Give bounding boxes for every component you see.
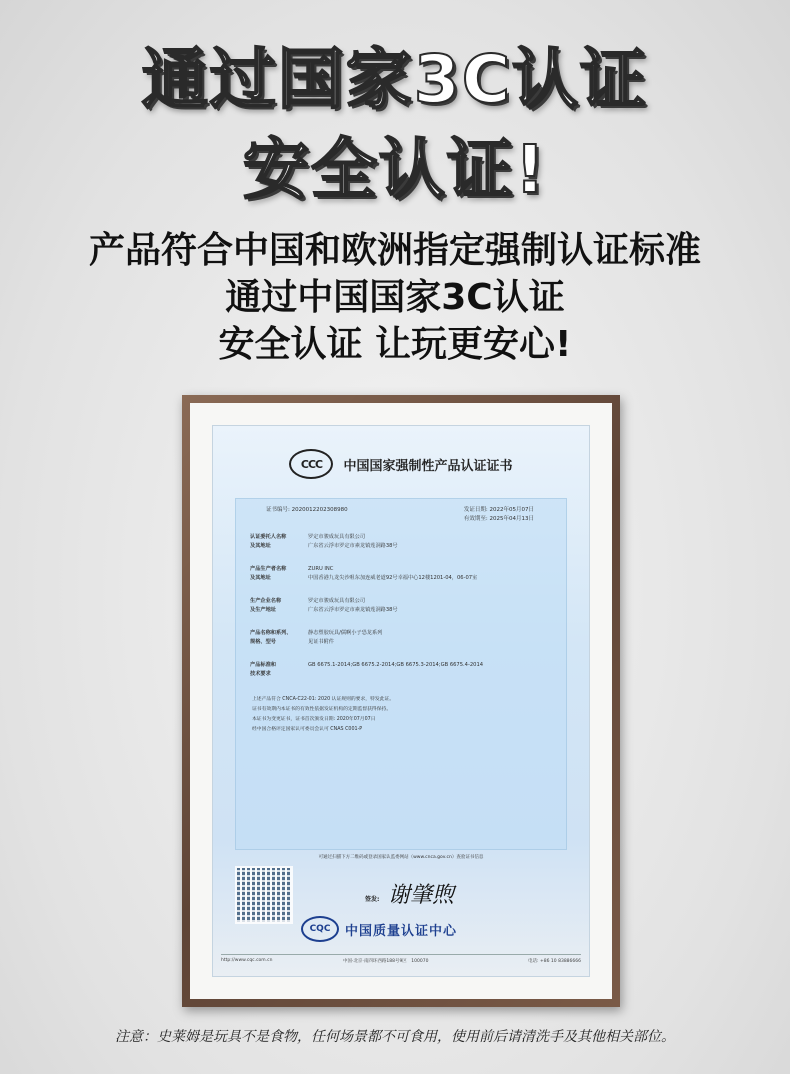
- cert-row: [250, 629, 556, 636]
- cert-row-key: 及生产地址: [250, 607, 276, 613]
- valid-date: [464, 514, 534, 522]
- footer-divider: [221, 954, 581, 955]
- cert-row: [250, 574, 556, 581]
- verify-text: 可通过扫描下方二维码或登录国家认监委网站（www.cnca.gov.cn）查验证书信息: [318, 855, 484, 860]
- footer-phone: 电话: +86 10 83886666: [528, 959, 581, 964]
- cert-row: [250, 606, 556, 613]
- cert-row-value: 广东省云浮市罗定市素龙镇莲洞路38号: [308, 607, 398, 613]
- cqc-org: [301, 916, 457, 942]
- cert-row-key: 产品名称和系列、: [250, 630, 292, 636]
- headline-line-2: 安全认证!: [242, 131, 548, 208]
- certificate: [212, 425, 590, 977]
- certificate-number-label: 证书编号:: [266, 507, 290, 513]
- footer-address: 中国·北京·南四环西路188号9区 100070: [343, 959, 429, 964]
- cert-row: [250, 661, 556, 668]
- certificate-number-value: 2020012202308980: [291, 507, 348, 513]
- cert-row: [250, 597, 556, 604]
- cert-row: [250, 565, 556, 572]
- cert-paragraph: 证书有效期内本证书的有效性依据发证机构的定期监督获得保持。: [252, 707, 392, 712]
- picture-frame: [182, 395, 620, 1007]
- cert-row-key: 及其地址: [250, 575, 271, 581]
- certificate-number: [266, 505, 348, 513]
- cert-row-value: 见证书附件: [308, 639, 334, 645]
- subtitle-line-2: 通过中国国家3C认证: [225, 277, 565, 318]
- cert-row-key: 规格、型号: [250, 639, 276, 645]
- valid-date-label: 有效期至:: [463, 516, 488, 522]
- sign-label: 签发:: [365, 896, 380, 903]
- cert-row: [250, 542, 556, 549]
- cert-row-key: 产品标准和: [250, 662, 276, 668]
- cert-row-key: 技术要求: [250, 671, 271, 677]
- subtitle-line-1: 产品符合中国和欧洲指定强制认证标准: [88, 230, 701, 271]
- qr-code-icon: [235, 866, 293, 924]
- cert-row-key: 认证委托人名称: [250, 534, 287, 540]
- frame-mat: [190, 403, 612, 999]
- cqc-logo-icon: CQC: [301, 916, 339, 942]
- cert-paragraph: 上述产品符合 CNCA-C22-01: 2020 认证规则的要求，特发此证。: [252, 697, 395, 702]
- valid-date-value: 2025年04月13日: [489, 516, 534, 522]
- cert-row-key: 生产企业名称: [250, 598, 282, 604]
- signature: 谢肇煦: [388, 883, 455, 908]
- cert-row-value: GB 6675.1-2014;GB 6675.2-2014;GB 6675.3-2014;GB 6675.4-2014: [308, 662, 484, 668]
- footer-website: http://www.cqc.com.cn: [221, 958, 273, 963]
- certificate-header: [213, 444, 589, 484]
- issue-date: [464, 505, 534, 513]
- cert-row: [250, 533, 556, 540]
- cert-row-value: 中国香港九龙尖沙咀东加连威老道92号幸福中心12楼1201-04，06-07室: [308, 575, 478, 581]
- issue-date-value: 2022年05月07日: [489, 507, 534, 513]
- cert-row-key: 及其地址: [250, 543, 271, 549]
- certificate-title: 中国国家强制性产品认证证书: [343, 458, 513, 474]
- cert-row-value: 罗定市骏成玩具有限公司: [308, 534, 366, 540]
- cert-row-value: ZURU INC: [308, 566, 334, 572]
- cert-row-value: 广东省云浮市罗定市素龙镇莲洞路38号: [308, 543, 398, 549]
- ccc-logo-icon: CCC: [289, 449, 333, 479]
- cert-row-key: 产品生产者名称: [250, 566, 287, 572]
- headline-line-1: 通过国家3C认证: [141, 41, 649, 118]
- certificate-body: [235, 498, 567, 850]
- cert-row: [250, 638, 556, 645]
- cert-row: [250, 670, 556, 677]
- cert-row-value: 静态塑胶玩具/儒啊小子恐龙系列: [308, 630, 383, 636]
- subtitle-line-3: 安全认证 让玩更安心!: [218, 324, 572, 365]
- cert-row-value: 罗定市骏成玩具有限公司: [308, 598, 366, 604]
- safety-notice: 注意：史莱姆是玩具不是食物，任何场景都不可食用，使用前后请清洗手及其他相关部位。: [115, 1029, 675, 1045]
- cert-paragraph: 本证书为变更证书，证书首次颁发日期: 2020年07月07日: [252, 717, 376, 722]
- cert-paragraph: 经中国合格评定国家认可委员会认可 CNAS C001-P: [252, 727, 363, 732]
- cqc-org-name: 中国质量认证中心: [345, 923, 458, 939]
- issue-date-label: 发证日期:: [463, 507, 488, 513]
